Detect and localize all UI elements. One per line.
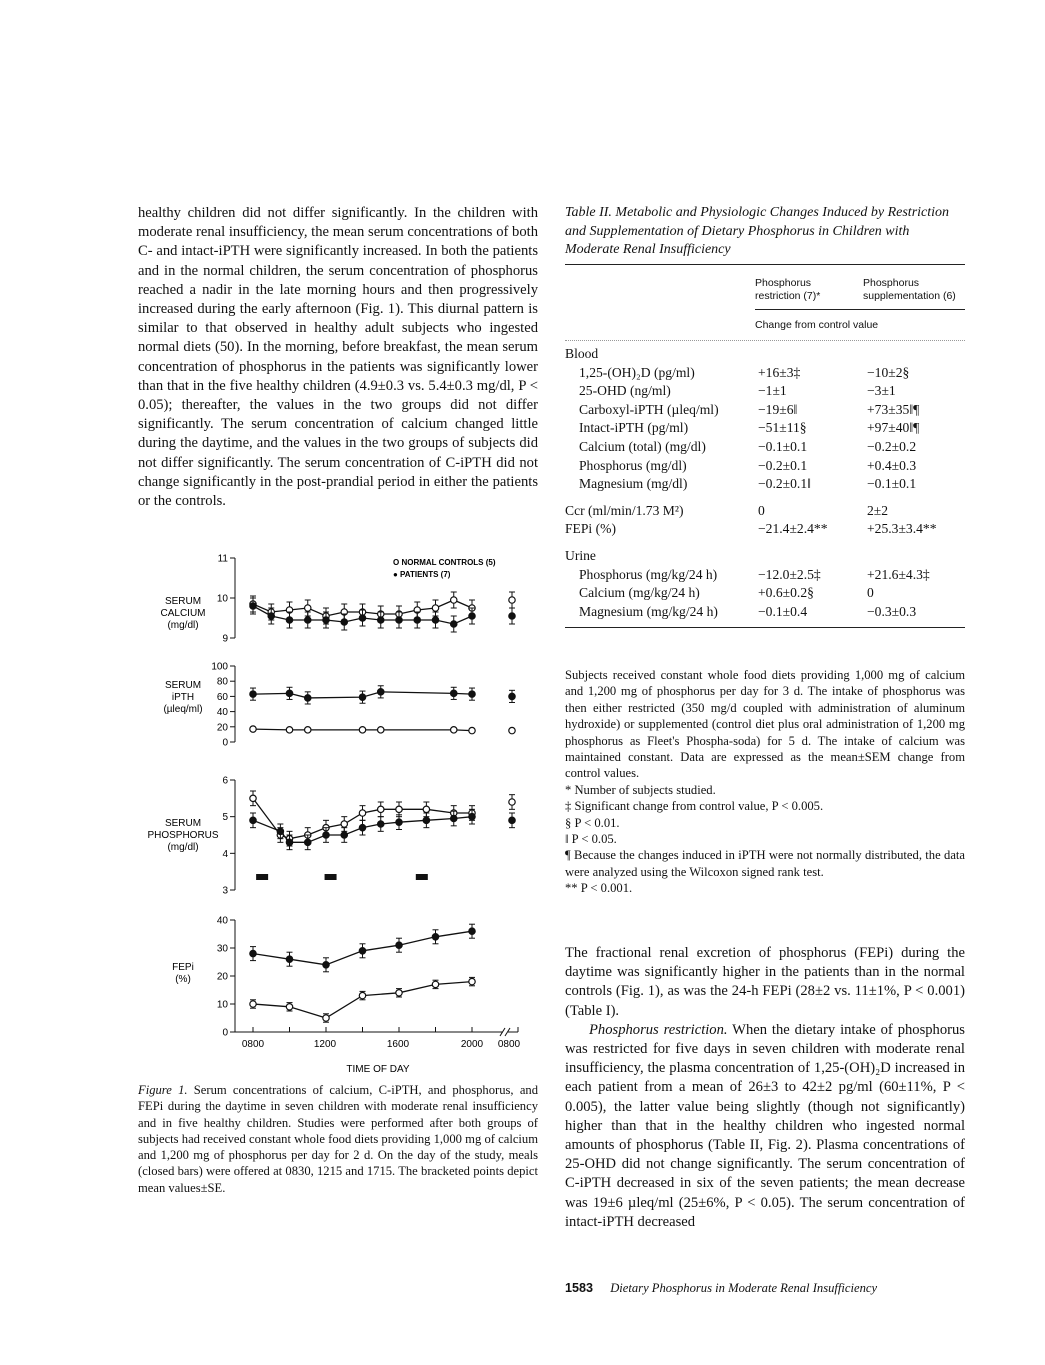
- supplementation-value: 0: [867, 585, 874, 601]
- normal-point: [359, 810, 365, 816]
- table-row: [565, 345, 965, 364]
- restriction-value: −0.1±0.4: [758, 603, 808, 619]
- patient-point: [250, 691, 256, 697]
- y-axis-label: (mg/dl): [167, 620, 199, 631]
- caption-text: Serum concentrations of calcium, C-iPTH, and phosphorus, and FEPi during the daytime in seven children with moderate renal insufficiency and in five healthy children. Studies were performed after both groups of subjects had received constant whole food diets providing 1,000 mg of calcium and 1,200 mg of phosphorus per day for 2 d. On the day of the study, meals (closed bars) were offered at 0830, 1215 and 1715. The bracketed points depict mean values±SE.: [138, 1083, 538, 1195]
- patient-point: [323, 832, 329, 838]
- table-bottom-rule: [565, 627, 965, 628]
- supplementation-value: −0.2±0.2: [867, 438, 917, 454]
- patient-point: [432, 934, 438, 940]
- patient-point: [268, 613, 274, 619]
- table-ii: [565, 264, 965, 628]
- figure-1-chart: [138, 548, 538, 1078]
- meal-bar: [325, 874, 337, 880]
- patient-point: [305, 617, 311, 623]
- y-tick-label: 6: [222, 775, 228, 787]
- patient-point: [323, 962, 329, 968]
- table-note: Subjects received constant whole food diets providing 1,000 mg of calcium and 1,200 mg of phosphorus per day for 3 d. The intake of phosphorus was then either restricted (350 mg/d coupled with administration of aluminum hydroxide) or supplemented (control diet plus oral administration of 1,200 mg phosphorus as Fleet's Phospha-soda) for 5 d. The intake of calcium was maintained constant. Data are expressed as the mean±SEM change from control values.: [565, 668, 965, 781]
- table-row: [565, 520, 965, 539]
- y-axis-label: (mg/dl): [167, 842, 199, 853]
- running-title: Dietary Phosphorus in Moderate Renal Insufficiency: [610, 1281, 878, 1295]
- table-note: ** P < 0.001.: [565, 881, 633, 896]
- normal-point: [286, 727, 292, 733]
- row-label: 1,25-(OH)₂D (pg/ml): [579, 364, 695, 380]
- y-axis-label: (%): [175, 974, 191, 985]
- normal-point: [451, 597, 457, 603]
- table-note: ‡ Significant change from control value, P < 0.005.: [565, 799, 824, 814]
- normal-point: [396, 990, 402, 996]
- caption-lead: Figure 1.: [138, 1083, 188, 1097]
- patient-point: [286, 617, 292, 623]
- restriction-value: −0.2±0.1‖: [758, 476, 811, 492]
- table-row: [565, 475, 965, 494]
- restriction-value: 0: [758, 502, 765, 518]
- supplementation-value: +21.6±4.3‡: [867, 566, 930, 582]
- table-body: [565, 345, 965, 621]
- restriction-value: −0.1±0.1: [758, 438, 808, 454]
- table-row: [565, 364, 965, 383]
- row-label: Carboxyl-iPTH (µleq/ml): [579, 401, 719, 417]
- restriction-value: +16±3‡: [758, 364, 801, 380]
- table-row: [565, 566, 965, 585]
- row-label: 25-OHD (ng/ml): [579, 383, 671, 399]
- supplementation-value: −10±2§: [867, 364, 910, 380]
- y-axis-label: PHOSPHORUS: [147, 830, 219, 841]
- normal-point: [432, 605, 438, 611]
- patient-point: [277, 828, 283, 834]
- table-note: ‖ P < 0.05.: [565, 832, 617, 847]
- y-tick-label: 11: [217, 553, 228, 565]
- right-body-text: [565, 944, 965, 1232]
- patient-point: [359, 948, 365, 954]
- left-body-text: healthy children did not differ significantly. In the children with moderate renal insufficiency, the mean serum concentrations of both C- and intact-iPTH were significantly increased. In both the patients and in the normal children, the serum concentration of phosphorus reached a nadir in the late morning hours and then progressively increased during the early afternoon (Fig. 1). This diurnal pattern is similar to that observed in healthy adult subjects who ingested normal diets (50). In the morning, before breakfast, the mean serum concentration of phosphorus in the patients was significantly lower than that in the five healthy children (4.9±0.3 vs. 5.4±0.3 mg/dl, P < 0.05); thereafter, the values in the two groups did not differ significantly. The serum concentration of calcium changed little during the daytime, and the values in the two groups of subjects did not differ significantly. The serum concentration of C-iPTH did not change significantly in the post-prandial period in either the patients or the controls.: [138, 205, 538, 510]
- supplementation-value: 2±2: [867, 502, 889, 518]
- normal-point: [305, 605, 311, 611]
- y-axis-label: (µleq/ml): [163, 704, 203, 715]
- x-tick-1200: 1200: [313, 1039, 337, 1050]
- row-label: Magnesium (mg/dl): [579, 476, 688, 492]
- supplementation-value: −0.1±0.1: [867, 476, 917, 492]
- patient-overnight-point: [509, 613, 515, 619]
- table-subhead: Change from control value: [755, 319, 879, 331]
- supplementation-value: +73±35‖¶: [867, 401, 920, 417]
- table-title-block: [565, 204, 965, 260]
- y-tick-label: 0: [222, 1027, 228, 1039]
- row-label: Ccr (ml/min/1.73 M²): [565, 502, 684, 518]
- normal-point: [451, 727, 457, 733]
- page-number: 1583: [565, 1281, 594, 1295]
- normal-overnight-point: [509, 799, 515, 805]
- row-label: Phosphorus (mg/dl): [579, 457, 687, 473]
- patient-point: [250, 817, 256, 823]
- paragraph-fepi: The fractional renal excretion of phosphorus (FEPi) during the daytime was significantly higher in the patients than in the normal controls (Fig. 1), as was the 24-h FEPi (28±2 vs. 11±1%, P < 0.001) (Table I).: [565, 945, 965, 1019]
- restriction-value: −51±11§: [758, 420, 807, 436]
- normal-overnight-point: [509, 727, 515, 733]
- restriction-value: −1±1: [758, 383, 787, 399]
- y-axis-label: CALCIUM: [160, 608, 206, 619]
- patient-point: [469, 691, 475, 697]
- normal-point: [250, 1001, 256, 1007]
- table-row: [565, 547, 965, 566]
- table-note: * Number of subjects studied.: [565, 782, 716, 797]
- paragraph-restriction: [565, 1021, 965, 1232]
- restriction-value: −0.2±0.1: [758, 457, 808, 473]
- x-tick-2000: 2000: [460, 1039, 484, 1050]
- normal-point: [286, 1004, 292, 1010]
- x-axis-title: TIME OF DAY: [346, 1064, 410, 1075]
- legend-patients: ● PATIENTS (7): [393, 570, 451, 579]
- col-header-supplementation: Phosphorus supplementation (6): [863, 277, 956, 302]
- y-tick-label: 5: [222, 812, 228, 824]
- patient-point: [469, 928, 475, 934]
- row-label: Calcium (mg/kg/24 h): [579, 585, 700, 601]
- patient-point: [305, 839, 311, 845]
- normal-point: [359, 992, 365, 998]
- patient-point: [250, 950, 256, 956]
- patient-point: [396, 617, 402, 623]
- normal-point: [432, 981, 438, 987]
- meal-bar: [416, 874, 428, 880]
- row-label: Magnesium (mg/kg/24 h): [579, 603, 718, 619]
- patient-point: [396, 819, 402, 825]
- row-label: Intact-iPTH (pg/ml): [579, 420, 689, 436]
- normal-point: [341, 821, 347, 827]
- normal-overnight-point: [509, 597, 515, 603]
- supplementation-value: +25.3±3.4**: [867, 521, 937, 537]
- supplementation-value: +0.4±0.3: [867, 457, 917, 473]
- y-tick-label: 10: [216, 593, 228, 605]
- y-tick-label: 9: [222, 633, 228, 645]
- row-label: FEPi (%): [565, 521, 616, 537]
- y-axis-label: iPTH: [171, 692, 195, 703]
- figure-caption: [138, 1082, 538, 1196]
- y-axis-label: SERUM: [164, 818, 202, 829]
- paragraph-restriction-text: When the dietary intake of phosphorus was restricted for five days in seven children with moderate renal insufficiency, the plasma concentration of 1,25-(OH)₂D increased in each patient from a mean of 26±3 to 42±2 pg/ml (60±11%, P < 0.005), the latter value being slightly (though not significantly) higher than that in the healthy children who ingested normal amounts of phosphorus (Table II, Fig. 2). Plasma concentrations of 25-OHD did not change significantly. The serum concentration of C-iPTH decreased in six of the seven patients; the mean decrease was 19±6 µleq/ml (25±6%, P < 0.05). The serum concentration of intact-iPTH decreased: [565, 1021, 965, 1230]
- normal-point: [469, 727, 475, 733]
- y-tick-label: 20: [216, 722, 228, 734]
- table-note: § P < 0.01.: [565, 815, 620, 830]
- normal-point: [378, 727, 384, 733]
- y-tick-label: 4: [222, 848, 228, 860]
- row-label: Urine: [565, 547, 596, 563]
- y-tick-label: 60: [216, 691, 228, 703]
- patient-point: [414, 617, 420, 623]
- normal-point: [323, 1015, 329, 1021]
- patient-point: [378, 821, 384, 827]
- table-row: [565, 457, 965, 476]
- patient-overnight-point: [509, 693, 515, 699]
- table-note: ¶ Because the changes induced in iPTH were not normally distributed, the data were analyzed using the Wilcoxon signed rank test.: [565, 848, 965, 879]
- table-col-headers: [565, 277, 965, 305]
- normal-point: [250, 726, 256, 732]
- supplementation-value: +97±40‖¶: [867, 420, 920, 436]
- patient-point: [323, 617, 329, 623]
- table-row: [565, 603, 965, 622]
- table-spacer: [565, 539, 965, 547]
- row-label: Blood: [565, 346, 599, 361]
- y-axis-label: SERUM: [164, 596, 202, 607]
- normal-point: [396, 806, 402, 812]
- patient-point: [451, 815, 457, 821]
- table-row: [565, 419, 965, 438]
- patient-point: [378, 617, 384, 623]
- table-title: Table II. Metabolic and Physiologic Changes Induced by Restriction and Supplementation of Dietary Phosphorus in Children with Moderate Renal Insufficiency: [565, 205, 950, 257]
- normal-point: [469, 978, 475, 984]
- table-row: [565, 438, 965, 457]
- patient-point: [305, 695, 311, 701]
- patient-point: [396, 942, 402, 948]
- table-row: [565, 401, 965, 420]
- supplementation-value: −0.3±0.3: [867, 603, 917, 619]
- legend-normal: O NORMAL CONTROLS (5): [393, 558, 496, 567]
- patient-point: [359, 824, 365, 830]
- table-row: [565, 584, 965, 603]
- normal-point: [305, 727, 311, 733]
- patient-point: [378, 689, 384, 695]
- y-axis-label: FEPi: [172, 962, 194, 973]
- x-tick-0800-next: 0800: [497, 1039, 521, 1050]
- table-top-rule: [565, 264, 965, 265]
- patient-point: [250, 603, 256, 609]
- y-tick-label: 0: [222, 737, 228, 749]
- patient-point: [432, 617, 438, 623]
- restriction-value: +0.6±0.2§: [758, 585, 814, 601]
- table-row: [565, 502, 965, 521]
- x-tick-0800: 0800: [241, 1039, 265, 1050]
- normal-point: [359, 727, 365, 733]
- patient-point: [341, 832, 347, 838]
- supplementation-value: −3±1: [867, 383, 896, 399]
- normal-point: [250, 795, 256, 801]
- row-label: Calcium (total) (mg/dl): [579, 438, 706, 454]
- patient-point: [451, 690, 457, 696]
- left-column: [138, 204, 538, 511]
- patient-point: [469, 613, 475, 619]
- y-tick-label: 10: [216, 999, 228, 1011]
- patient-point: [469, 813, 475, 819]
- y-tick-label: 100: [211, 661, 228, 673]
- patient-point: [423, 817, 429, 823]
- table-notes: [565, 667, 965, 897]
- meal-bar: [256, 874, 268, 880]
- patient-point: [359, 615, 365, 621]
- patient-point: [286, 839, 292, 845]
- y-tick-label: 40: [216, 915, 228, 927]
- table-head-rule: [565, 340, 965, 341]
- patient-point: [286, 956, 292, 962]
- normal-point: [423, 806, 429, 812]
- y-tick-label: 30: [216, 943, 228, 955]
- table-spacer: [565, 494, 965, 502]
- x-tick-1600: 1600: [386, 1039, 410, 1050]
- figure-1: [138, 548, 538, 1078]
- y-axis-label: SERUM: [164, 680, 202, 691]
- col-header-restriction: Phosphorus restriction (7)*: [755, 277, 821, 302]
- y-tick-label: 3: [222, 885, 228, 897]
- patient-point: [359, 694, 365, 700]
- row-label: Phosphorus (mg/kg/24 h): [579, 566, 718, 582]
- y-tick-label: 80: [216, 676, 228, 688]
- table-row: [565, 382, 965, 401]
- paragraph-lead: Phosphorus restriction.: [589, 1021, 728, 1038]
- restriction-value: −21.4±2.4**: [758, 521, 828, 537]
- normal-point: [378, 806, 384, 812]
- y-tick-label: 20: [216, 971, 228, 983]
- restriction-value: −19±6‖: [758, 401, 798, 417]
- y-tick-label: 40: [216, 707, 228, 719]
- patient-point: [341, 619, 347, 625]
- patient-point: [451, 621, 457, 627]
- restriction-value: −12.0±2.5‡: [758, 566, 821, 582]
- page-footer: [565, 1281, 877, 1296]
- patient-point: [286, 690, 292, 696]
- patient-overnight-point: [509, 817, 515, 823]
